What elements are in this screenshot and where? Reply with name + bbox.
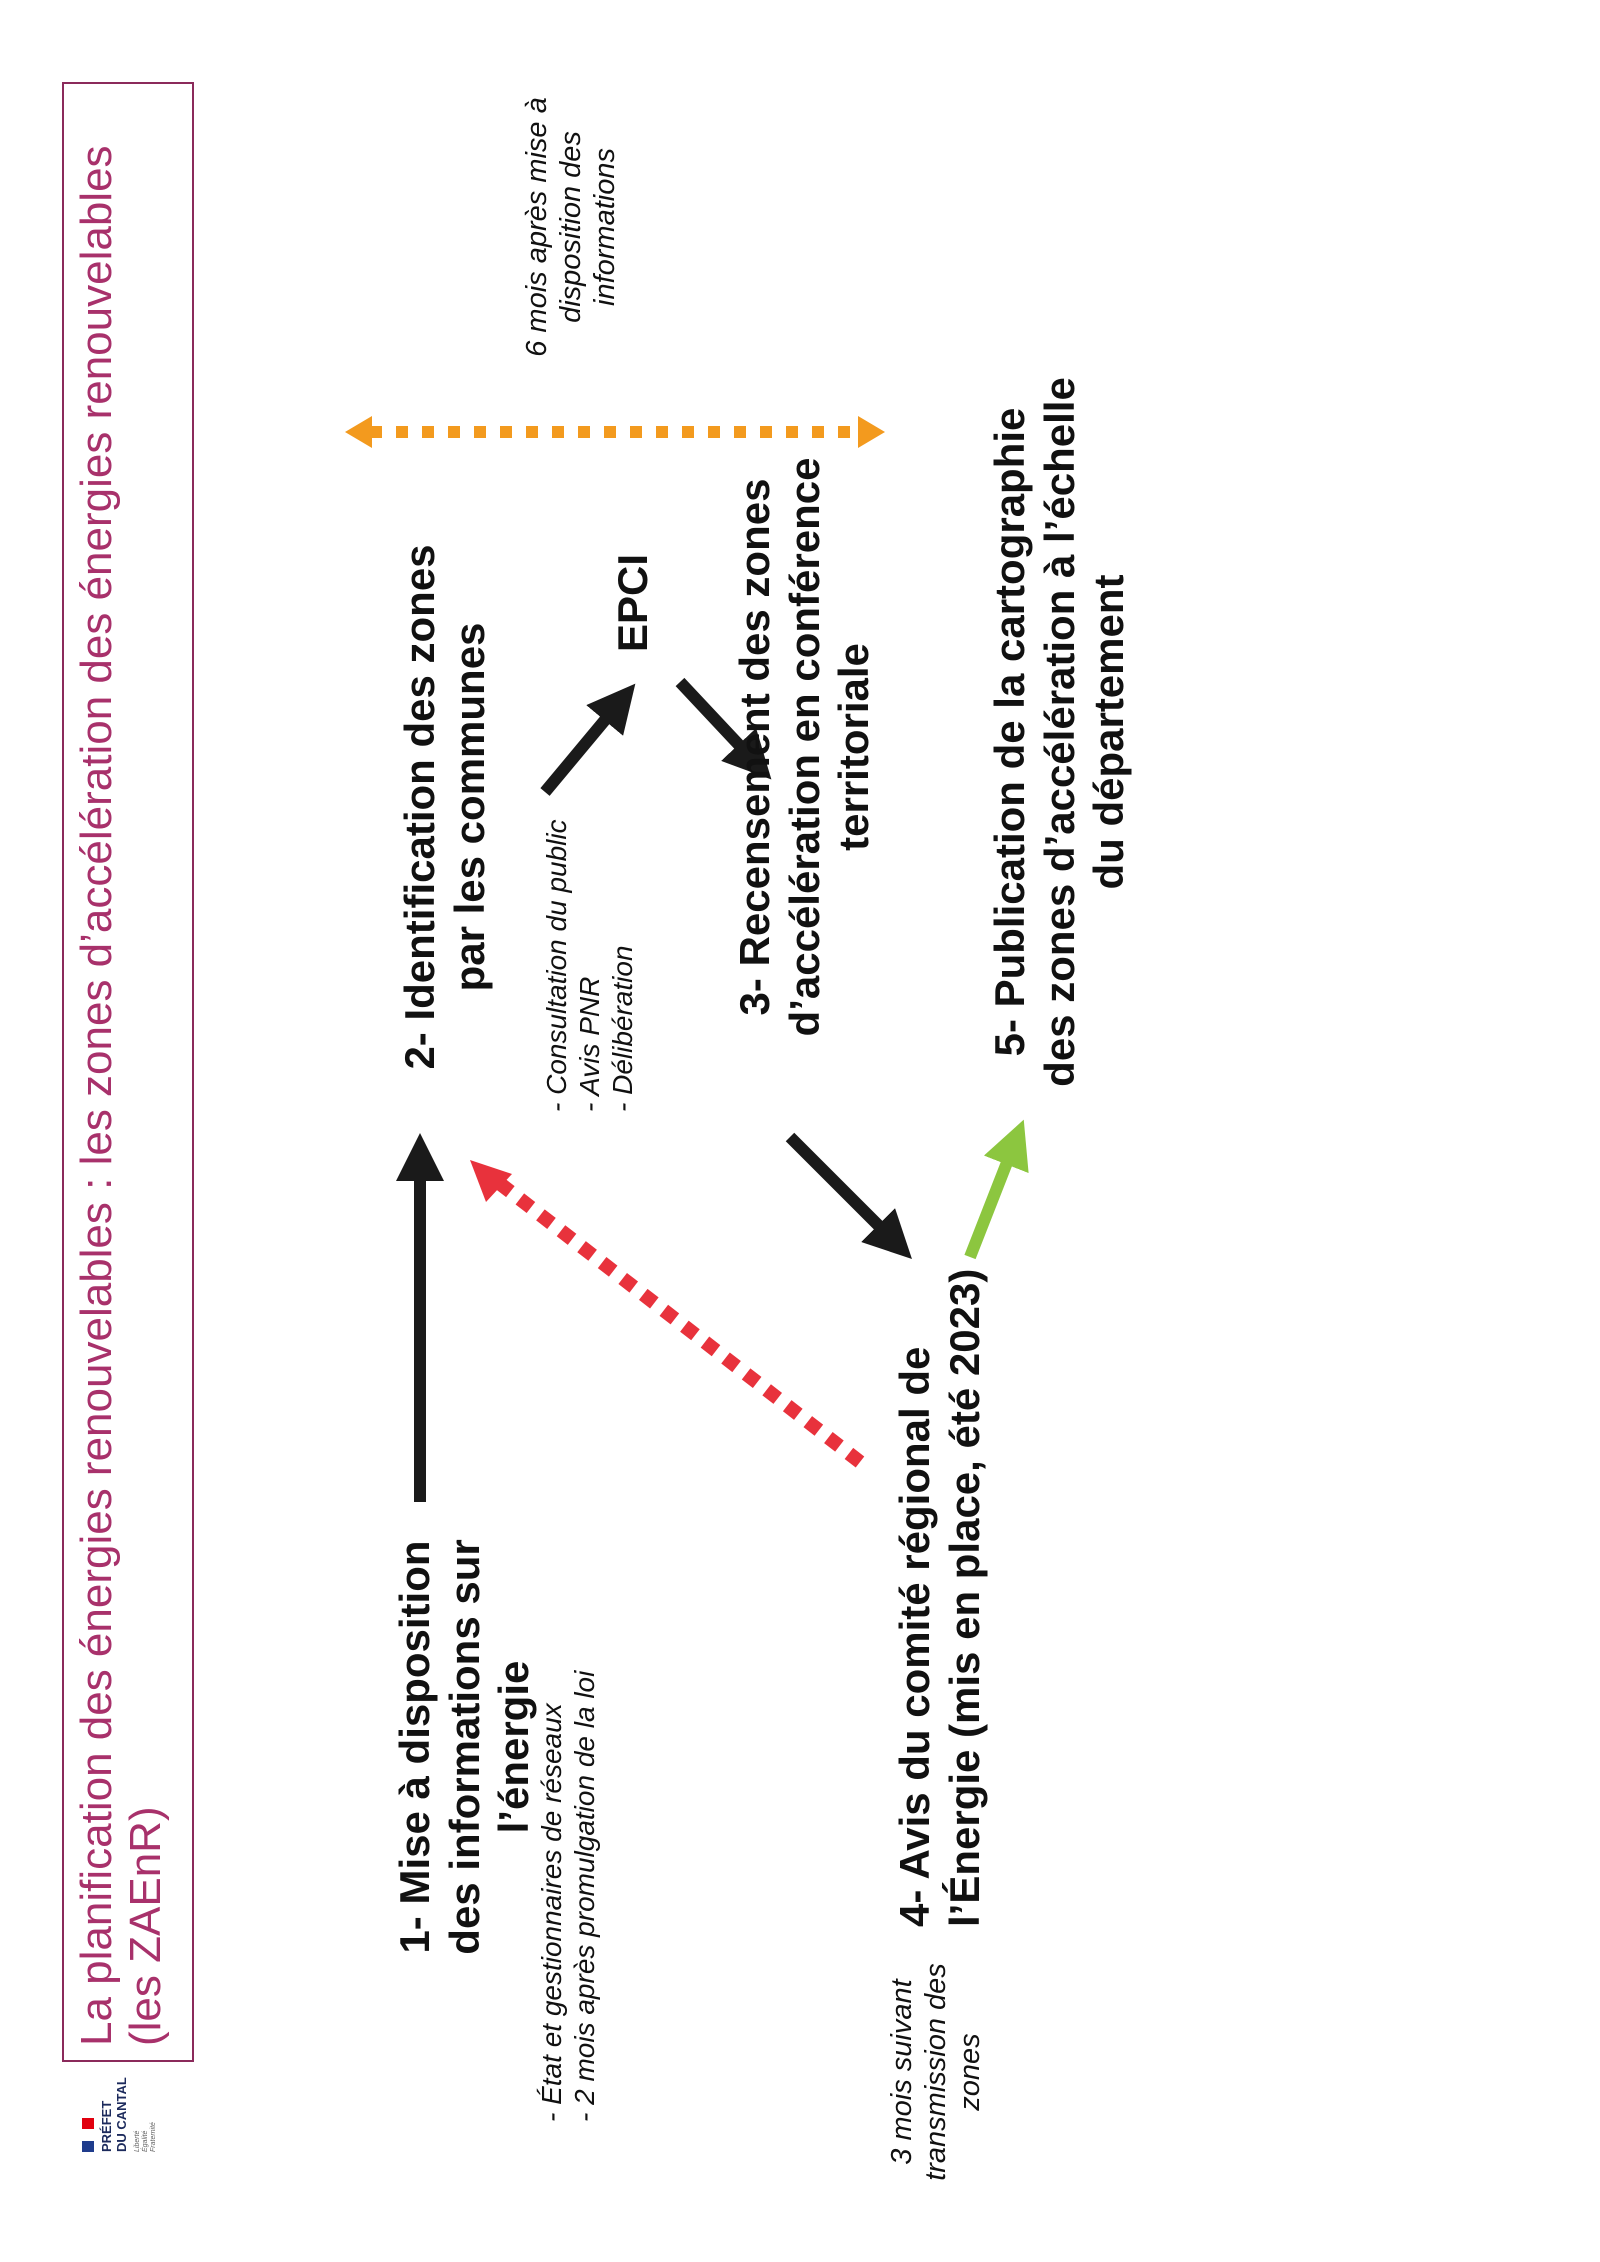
orange-arrowhead-top — [345, 416, 372, 448]
arrow-step3-to-step4 — [790, 1137, 895, 1242]
step3-label: 3- Recensement des zones d’accélération en conférence territoriale — [731, 457, 878, 1037]
arrow-step4-to-step5 — [970, 1142, 1015, 1257]
step2-note-3: - Délibération — [607, 945, 639, 1112]
step1-label: 1- Mise à disposition des informations sur l’énergie — [391, 1539, 538, 1955]
logo-line-1: PRÉFET — [99, 2100, 114, 2152]
step4-label: 4- Avis du comité régional de l’Énergie (mis en place, été 2023) — [891, 1268, 988, 1927]
step2-label: 2- Identification des zones par les communes — [396, 544, 493, 1070]
three-months-note: 3 mois suivant transmission des zones — [886, 1963, 987, 2181]
step2-note-2: - Avis PNR — [574, 976, 606, 1112]
logo-motto-2: Égalité — [142, 2130, 149, 2152]
arrow-communes-to-epci — [545, 702, 620, 792]
step1-notes — [535, 1502, 601, 2122]
step1-note-2: - 2 mois après promulgation de la loi — [569, 1670, 601, 2122]
six-months-note: 6 mois après mise à disposition des informations — [521, 97, 622, 357]
logo-line-2: DU CANTAL — [114, 2077, 129, 2152]
step2-notes — [540, 782, 639, 1112]
epci-label: EPCI — [609, 553, 656, 652]
step5-label: 5- Publication de la cartographie des zones d’accélération à l’échelle du département — [986, 377, 1133, 1087]
step1-note-1: - État et gestionnaires de réseaux — [536, 1703, 567, 2122]
arrow-red-dashed-step4-to-step2 — [485, 1172, 860, 1462]
page-title: La planification des énergies renouvelables : les zones d’accélération des énergies renouvelables (les ZAEnR) — [72, 145, 171, 2046]
step2-note-1: - Consultation du public — [541, 819, 572, 1112]
logo-motto-1: Liberté — [134, 2130, 141, 2152]
logo-motto-3: Fraternité — [150, 2122, 157, 2152]
